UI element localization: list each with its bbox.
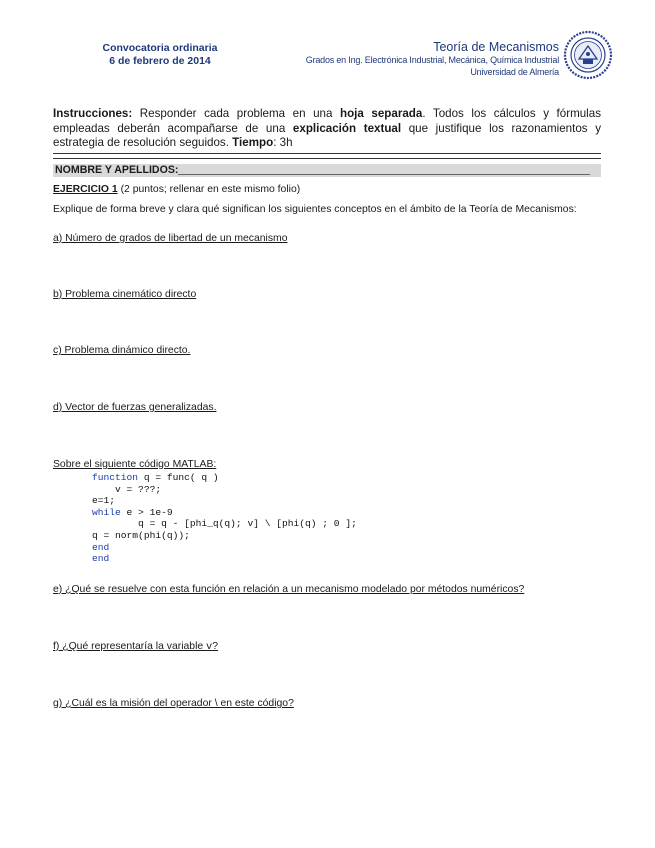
matlab-code — [92, 472, 357, 565]
degrees-line: Grados en Ing. Electrónica Industrial, Mecánica, Química Industrial — [305, 55, 559, 65]
instructions-text-3: que justifique los razonamientos y estrategia de resolución seguidos. — [53, 121, 601, 150]
convocatoria-label: Convocatoria ordinaria — [102, 42, 218, 54]
divider-top — [53, 153, 601, 154]
question-d: d) Vector de fuerzas generalizadas. — [53, 402, 217, 413]
exercise-statement: Explique de forma breve y clara qué significan los siguientes conceptos en el ámbito de la Teoría de Mecanismos: — [53, 204, 577, 215]
code-keyword-while: while — [92, 506, 121, 518]
code-line-4: e > 1e-9 — [120, 506, 173, 518]
question-e: e) ¿Qué se resuelve con esta función en relación a un mecanismo modelado por métodos numéricos? — [53, 584, 525, 595]
time-label: Tiempo — [232, 136, 274, 150]
instructions — [53, 107, 601, 151]
question-a: a) Número de grados de libertad de un mecanismo — [53, 233, 288, 244]
code-line-1: q = func( q ) — [138, 472, 219, 483]
name-answer-line[interactable] — [178, 174, 590, 175]
instructions-text-1: Responder cada problema en una — [132, 107, 341, 120]
exercise-heading — [53, 183, 300, 196]
question-f-variable: v — [206, 641, 213, 653]
question-c: c) Problema dinámico directo. — [53, 345, 191, 356]
code-line-5: q = q - [phi_q(q); v] \ [phi(q) ; 0 ]; — [92, 518, 357, 530]
exam-date: 6 de febrero de 2014 — [109, 55, 211, 67]
course-title: Teoría de Mecanismos — [433, 40, 559, 54]
exercise-title: EJERCICIO 1 — [53, 184, 118, 195]
instructions-bold-2: explicación textual — [292, 121, 402, 135]
code-keyword-function: function — [92, 472, 139, 483]
matlab-intro: Sobre el siguiente código MATLAB: — [53, 459, 217, 470]
question-f — [53, 640, 218, 654]
question-b: b) Problema cinemático directo — [53, 289, 197, 300]
university-seal-icon — [563, 30, 613, 80]
code-line-2: v = ???; — [92, 483, 162, 495]
instructions-text-2: . Todos los cálculos y fórmulas empleadas deberán acompañarse de una — [53, 107, 602, 135]
course-header — [306, 40, 559, 78]
time-value: : 3h — [273, 136, 293, 150]
question-f-text: f) ¿Qué representaría la variable — [53, 641, 207, 652]
divider-bottom — [53, 158, 601, 159]
code-line-3: e=1; — [92, 495, 116, 507]
convocatoria-block — [60, 42, 260, 68]
question-g: g) ¿Cuál es la misión del operador \ en este código? — [53, 698, 294, 709]
code-keyword-end-2: end — [92, 553, 110, 565]
code-line-6: q = norm(phi(q)); — [92, 529, 190, 541]
instructions-bold-1: hoja separada — [340, 107, 423, 120]
university-name: Universidad de Almería — [470, 66, 559, 77]
instructions-label: Instrucciones: — [53, 107, 133, 120]
question-f-end: ? — [212, 641, 219, 652]
name-label: NOMBRE Y APELLIDOS: — [55, 164, 179, 176]
exercise-note: (2 puntos; rellenar en este mismo folio) — [117, 184, 301, 195]
code-keyword-end-1: end — [92, 541, 110, 553]
